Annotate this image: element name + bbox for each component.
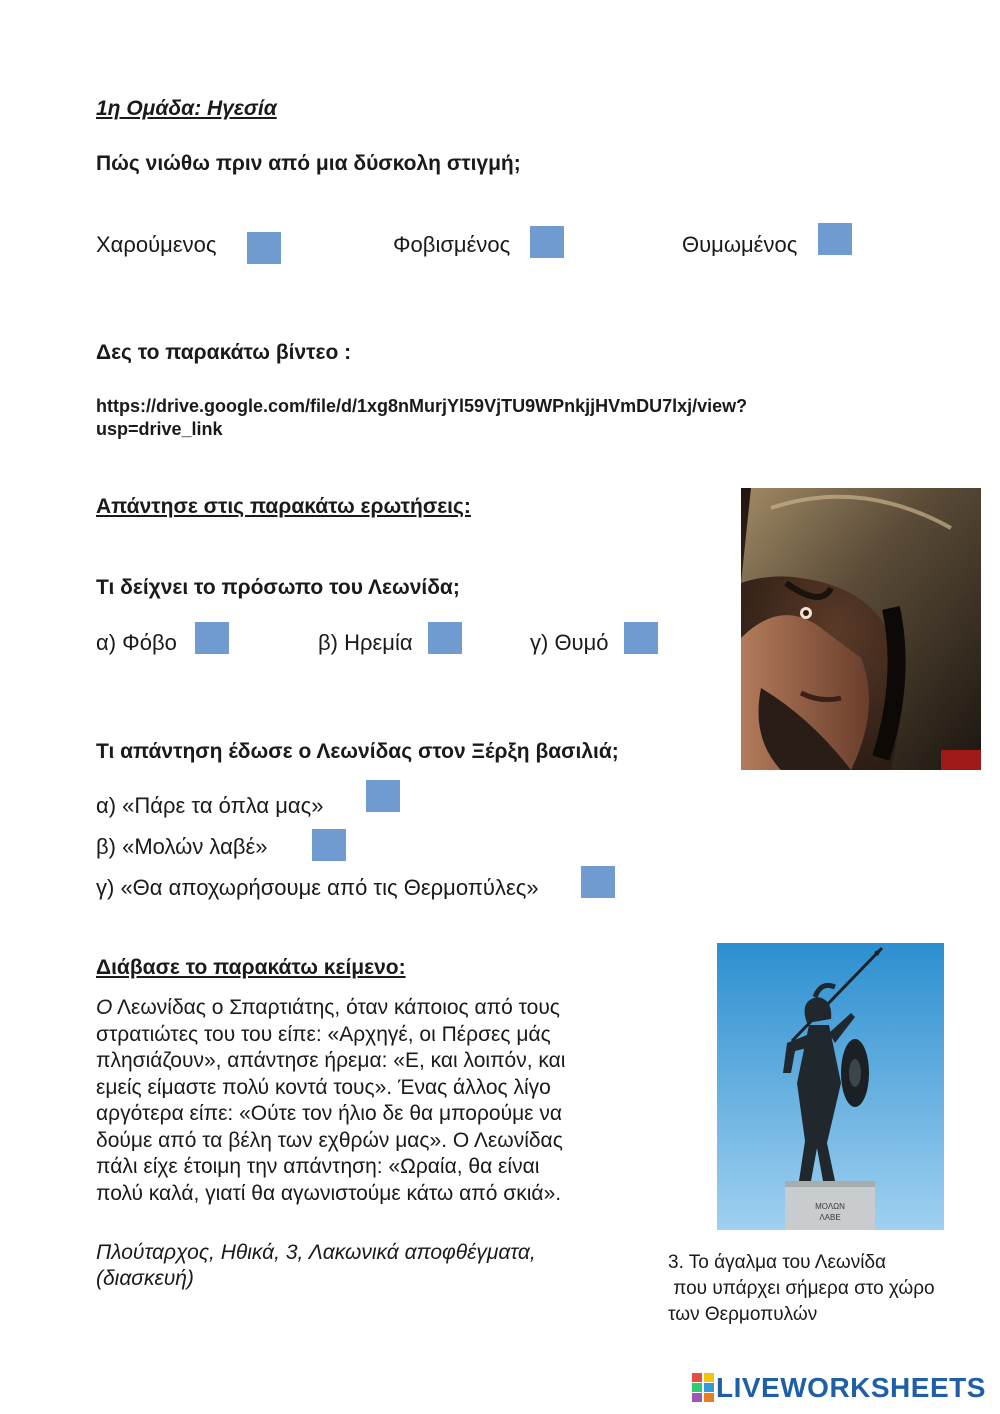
helmet-illustration xyxy=(741,488,981,770)
lws-badge-icon xyxy=(692,1373,714,1403)
passage-line-3: πλησιάζουν», απάντησε ήρεμα: «Ε, και λοιπόν, και xyxy=(96,1049,566,1072)
passage-lead: Ο xyxy=(96,996,113,1019)
q2-option-a: α) «Πάρε τα όπλα μας» xyxy=(96,793,324,818)
q2-checkbox-b[interactable] xyxy=(312,829,346,861)
video-link-line2[interactable]: usp=drive_link xyxy=(96,419,223,439)
video-link[interactable] xyxy=(96,395,856,441)
leonidas-statue-photo xyxy=(717,943,944,1230)
questions-heading: Απάντησε στις παρακάτω ερωτήσεις: xyxy=(96,495,471,518)
passage-line-8: πολύ καλά, γιατί θα αγωνιστούμε κάτω από σκιά». xyxy=(96,1181,562,1205)
q1-checkbox-a[interactable] xyxy=(195,622,229,654)
checkbox-happy[interactable] xyxy=(247,232,281,264)
citation-line-1: Πλούταρχος, Ηθικά, 3, Λακωνικά αποφθέγματα, xyxy=(96,1241,536,1264)
passage-line-4: εμείς είμαστε πολύ κοντά τους». Ένας άλλος λίγο xyxy=(96,1075,551,1099)
q2-option-c: γ) «Θα αποχωρήσουμε από τις Θερμοπύλες» xyxy=(96,875,539,900)
citation xyxy=(96,1240,616,1292)
video-link-line1[interactable]: https://drive.google.com/file/d/1xg8nMurjYl59VjTU9WPnkjjHVmDU7lxj/view? xyxy=(96,396,748,416)
statue-inscription-line-2: ΛΑΒΕ xyxy=(819,1213,841,1222)
feeling-question: Πώς νιώθω πριν από μια δύσκολη στιγμή; xyxy=(96,152,521,175)
passage-line-5: αργότερα είπε: «Ούτε τον ήλιο δε θα μπορούμε να xyxy=(96,1102,563,1125)
checkbox-angry[interactable] xyxy=(818,223,852,255)
caption-line-3: των Θερμοπυλών xyxy=(668,1304,818,1325)
reading-passage xyxy=(96,995,636,1207)
question-2: Τι απάντηση έδωσε ο Λεωνίδας στον Ξέρξη βασιλιά; xyxy=(96,740,619,763)
feeling-option-angry: Θυμωμένος xyxy=(682,232,798,257)
group-title: 1η Ομάδα: Ηγεσία xyxy=(96,97,277,120)
statue-inscription-line-1: ΜΟΛΩΝ xyxy=(815,1202,845,1211)
checkbox-scared[interactable] xyxy=(530,226,564,258)
brand-name: LIVEWORKSHEETS xyxy=(716,1372,986,1403)
passage-line-2: στρατιώτες του του είπε: «Αρχηγέ, οι Πέρσες μάς xyxy=(96,1022,551,1046)
caption-line-2: που υπάρχει σήμερα στο χώρο xyxy=(668,1278,935,1299)
feeling-option-scared: Φοβισμένος xyxy=(393,232,511,257)
q1-checkbox-c[interactable] xyxy=(624,622,658,654)
statue-caption xyxy=(668,1250,988,1328)
citation-line-2: (διασκευή) xyxy=(96,1267,194,1290)
passage-line-6: δούμε από τα βέλη των εχθρών μας». Ο Λεωνίδας xyxy=(96,1128,563,1152)
question-1: Τι δείχνει το πρόσωπο του Λεωνίδα; xyxy=(96,576,460,599)
statue-illustration xyxy=(717,943,944,1230)
caption-line-1: 3. Το άγαλμα του Λεωνίδα xyxy=(668,1252,887,1273)
passage-line-1: Λεωνίδας ο Σπαρτιάτης, όταν κάποιος από τους xyxy=(112,996,560,1019)
liveworksheets-logo[interactable] xyxy=(692,1372,986,1404)
q1-option-a: α) Φόβο xyxy=(96,630,177,655)
reading-heading: Διάβασε το παρακάτω κείμενο: xyxy=(96,956,406,979)
feeling-option-happy: Χαρούμενος xyxy=(96,232,217,257)
q1-checkbox-b[interactable] xyxy=(428,622,462,654)
passage-line-7: πάλι είχε έτοιμη την απάντηση: «Ωραία, θα είναι xyxy=(96,1155,540,1178)
q1-option-c: γ) Θυμό xyxy=(530,630,609,655)
q2-option-b: β) «Μολών λαβέ» xyxy=(96,834,268,859)
q2-checkbox-c[interactable] xyxy=(581,866,615,898)
passage-line xyxy=(96,995,636,1022)
q2-checkbox-a[interactable] xyxy=(366,780,400,812)
q1-option-b: β) Ηρεμία xyxy=(318,630,413,655)
leonidas-helmet-photo xyxy=(741,488,981,770)
video-heading: Δες το παρακάτω βίντεο : xyxy=(96,341,352,364)
